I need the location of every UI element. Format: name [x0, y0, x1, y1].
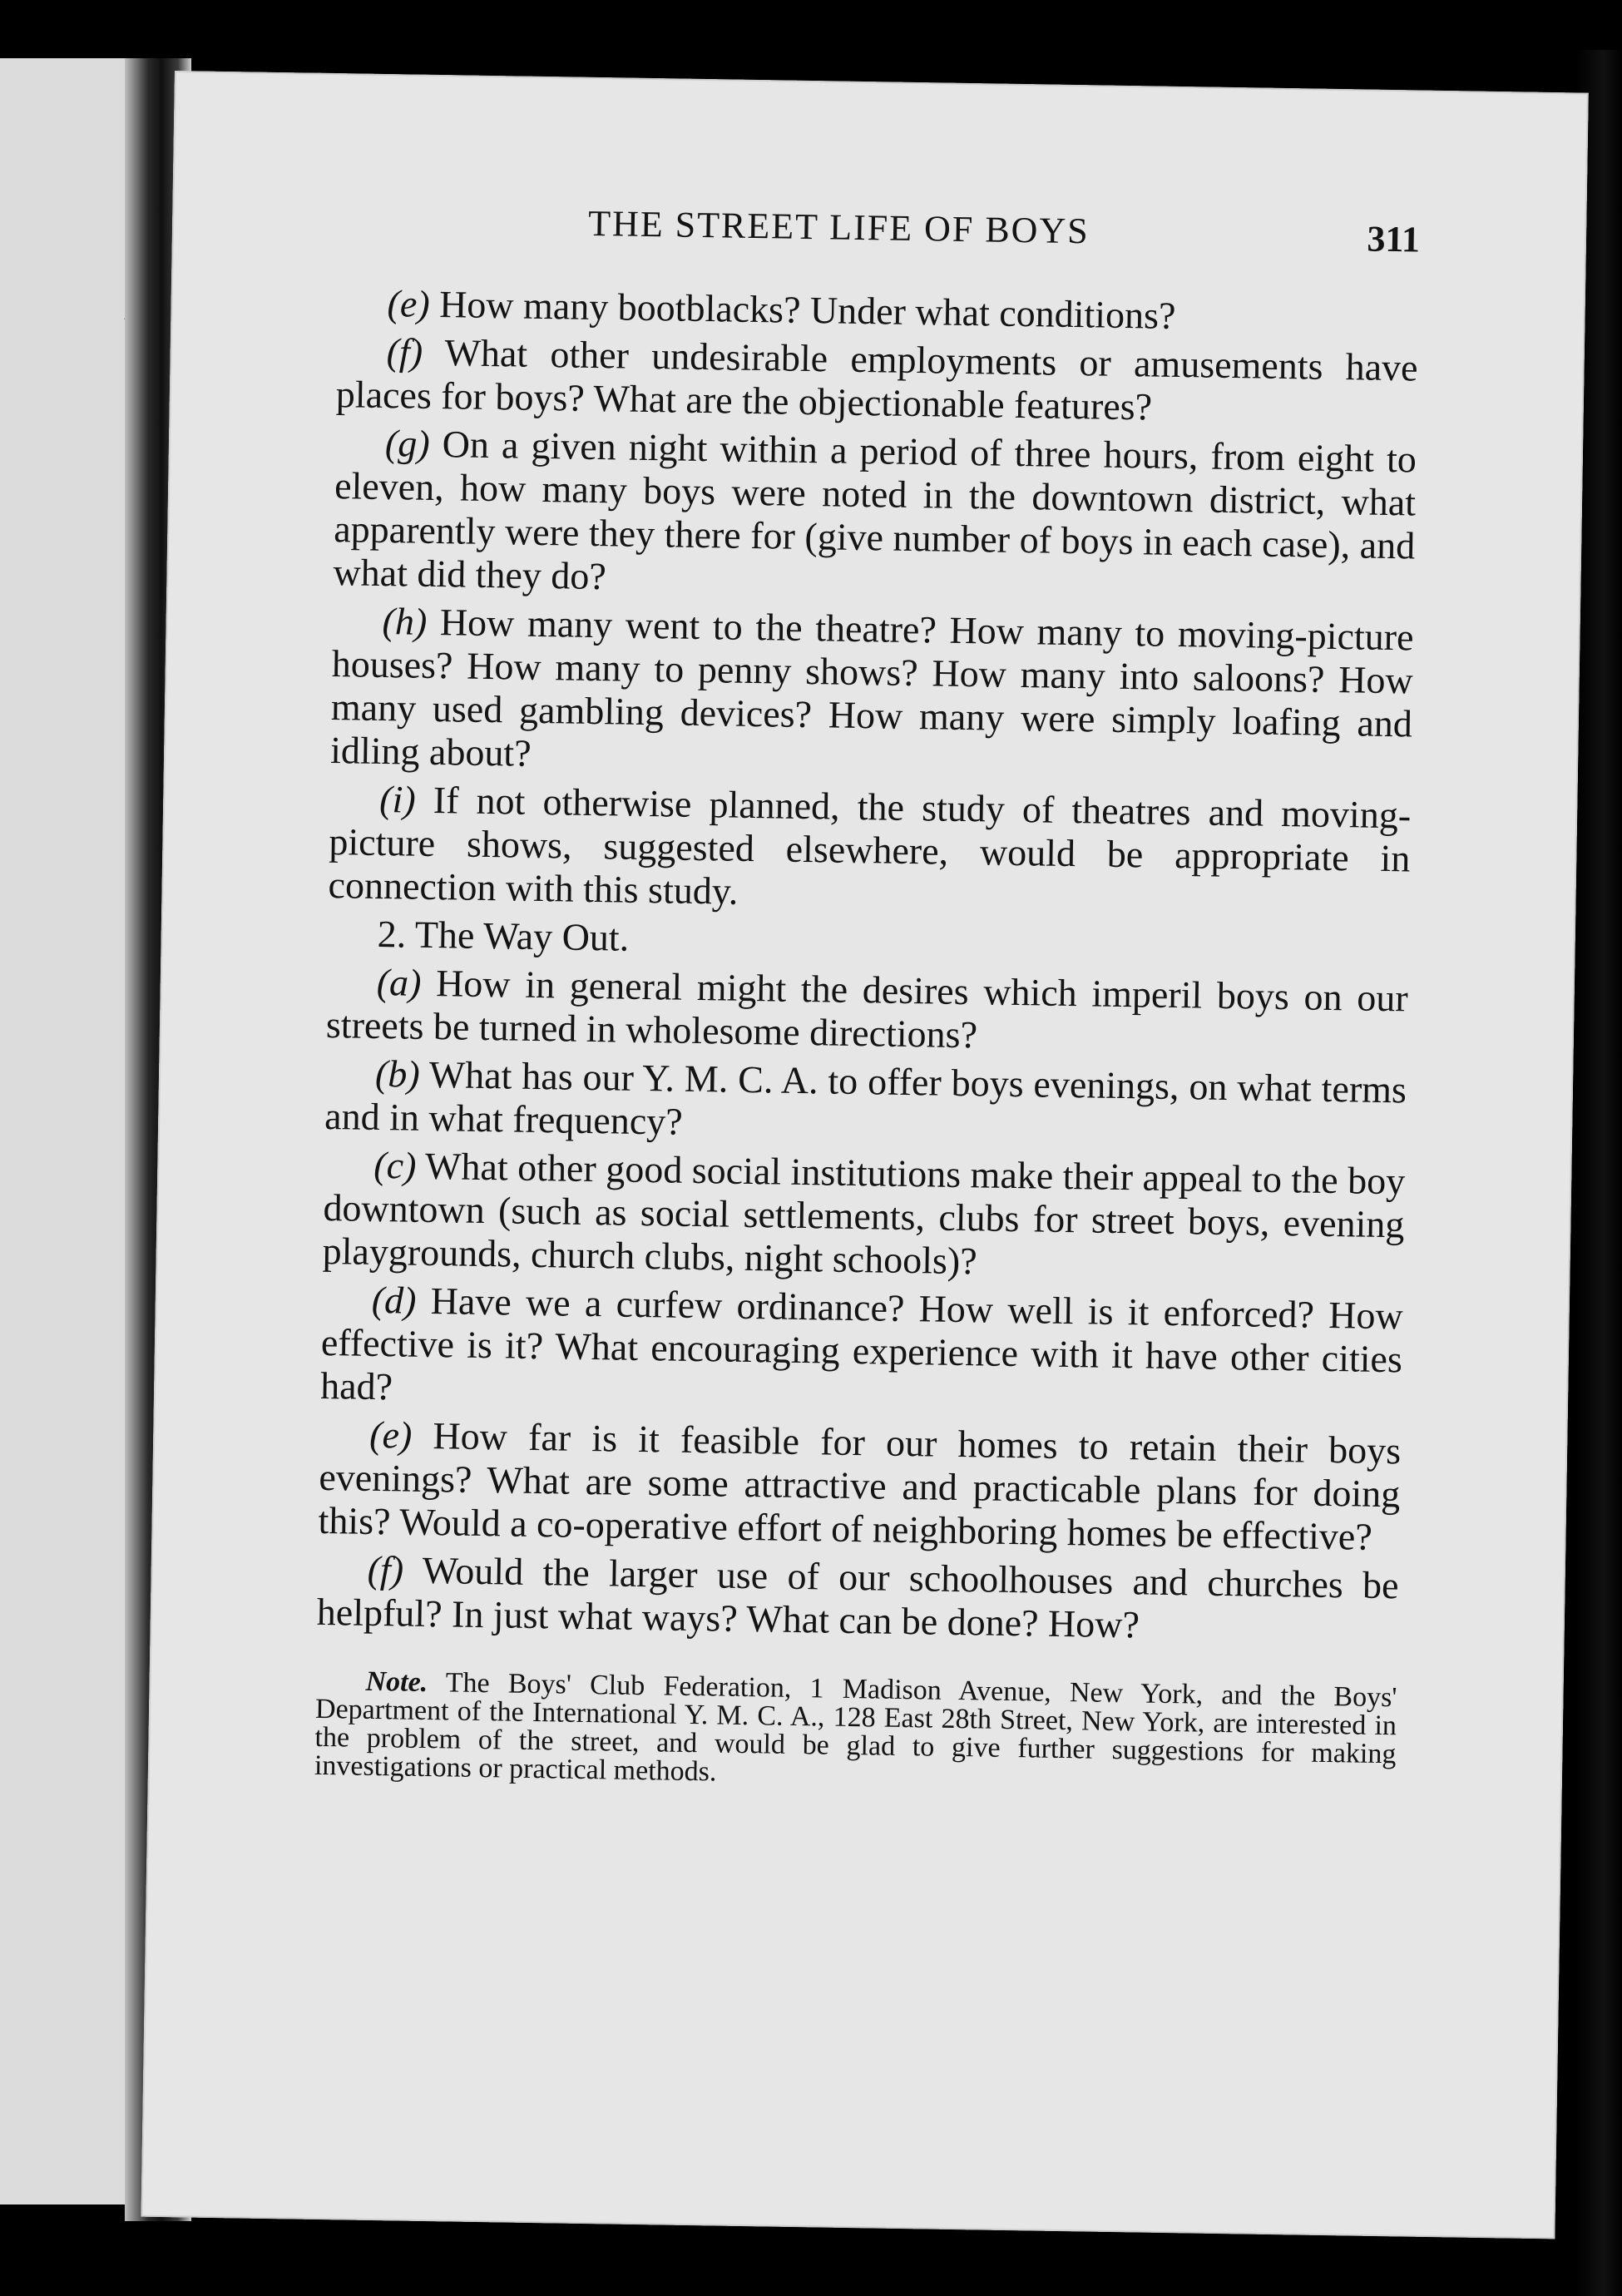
item-text: How far is it feasible for our homes to retain their boys evenings? What are some attractive and practicable plans for doing this? Would a co-operative effort of neighboring homes be effective? — [318, 1414, 1402, 1558]
item-label: (f) — [367, 1547, 404, 1591]
paragraph — [318, 1413, 1401, 1559]
paragraph — [326, 960, 1408, 1063]
book-page — [141, 71, 1588, 2239]
paragraph — [324, 1052, 1407, 1155]
item-label: (e) — [368, 1413, 413, 1457]
item-text: How many went to the theatre? How many to moving-picture houses? How many to penny shows? How many into saloons? How many used gambling devices? How many were simply loafing and idling about? — [329, 601, 1414, 774]
item-text: What has our Y. M. C. A. to offer boys evenings, on what terms and in what frequency? — [324, 1052, 1407, 1143]
paragraph — [330, 599, 1414, 789]
paragraph — [320, 1278, 1403, 1424]
item-text: What other good social institutions make their appeal to the boy downtown (such as social settlements, clubs for street boys, evening playgrounds, church clubs, night schools)? — [322, 1144, 1406, 1283]
item-label: (a) — [376, 960, 422, 1004]
paragraph — [317, 1547, 1399, 1650]
running-head: THE STREET LIFE OF BOYS — [587, 202, 1090, 252]
item-label: (i) — [378, 777, 417, 821]
page-header — [339, 198, 1421, 265]
item-text: Have we a curfew ordinance? How well is it enforced? How effective is it? What encouraging experience with it have other cities had? — [319, 1279, 1404, 1408]
item-text: If not otherwise planned, the study of theatres and moving-picture shows, suggested elsewhere, would be appropriate in connection with this study. — [328, 778, 1412, 913]
paragraph — [333, 421, 1417, 611]
item-text: On a given night within a period of three hours, from eight to eleven, how many boys were noted in the downtown district, what apparently were they there for (give number of boys in each case), and what did they do? — [333, 423, 1417, 598]
page-content — [314, 198, 1420, 1825]
item-label: (g) — [384, 422, 431, 465]
note-text: The Boys' Club Federation, 1 Madison Avenue, New York, and the Boys' Department of the International Y. M. C. A., 128 East 28th Street, New York, are interested in the problem of the street, and would be glad to give further suggestions for making investigations or practical methods. — [314, 1667, 1397, 1788]
item-text: Would the larger use of our schoolhouses and churches be helpful? In just what ways? What can be done? How? — [316, 1548, 1399, 1646]
item-label: (h) — [382, 600, 428, 643]
paragraph — [328, 777, 1411, 923]
item-text: How many bootblacks? Under what conditions? — [438, 283, 1176, 337]
item-label: (e) — [387, 282, 431, 325]
item-label: (b) — [374, 1052, 421, 1096]
paragraph — [322, 1143, 1405, 1289]
item-text: How in general might the desires which imperil boys on our streets be turned in wholesome directions? — [325, 962, 1409, 1056]
footnote — [314, 1667, 1397, 1797]
item-label: (d) — [371, 1278, 417, 1322]
item-text: What other undesirable employments or amusements have places for boys? What are the objectionable features? — [335, 331, 1418, 428]
paragraph — [336, 329, 1418, 433]
item-text: 2. The Way Out. — [377, 912, 630, 959]
item-label: (c) — [373, 1143, 417, 1187]
page-number: 311 — [1367, 218, 1421, 260]
note-label: Note. — [365, 1665, 428, 1699]
item-label: (f) — [386, 330, 423, 374]
